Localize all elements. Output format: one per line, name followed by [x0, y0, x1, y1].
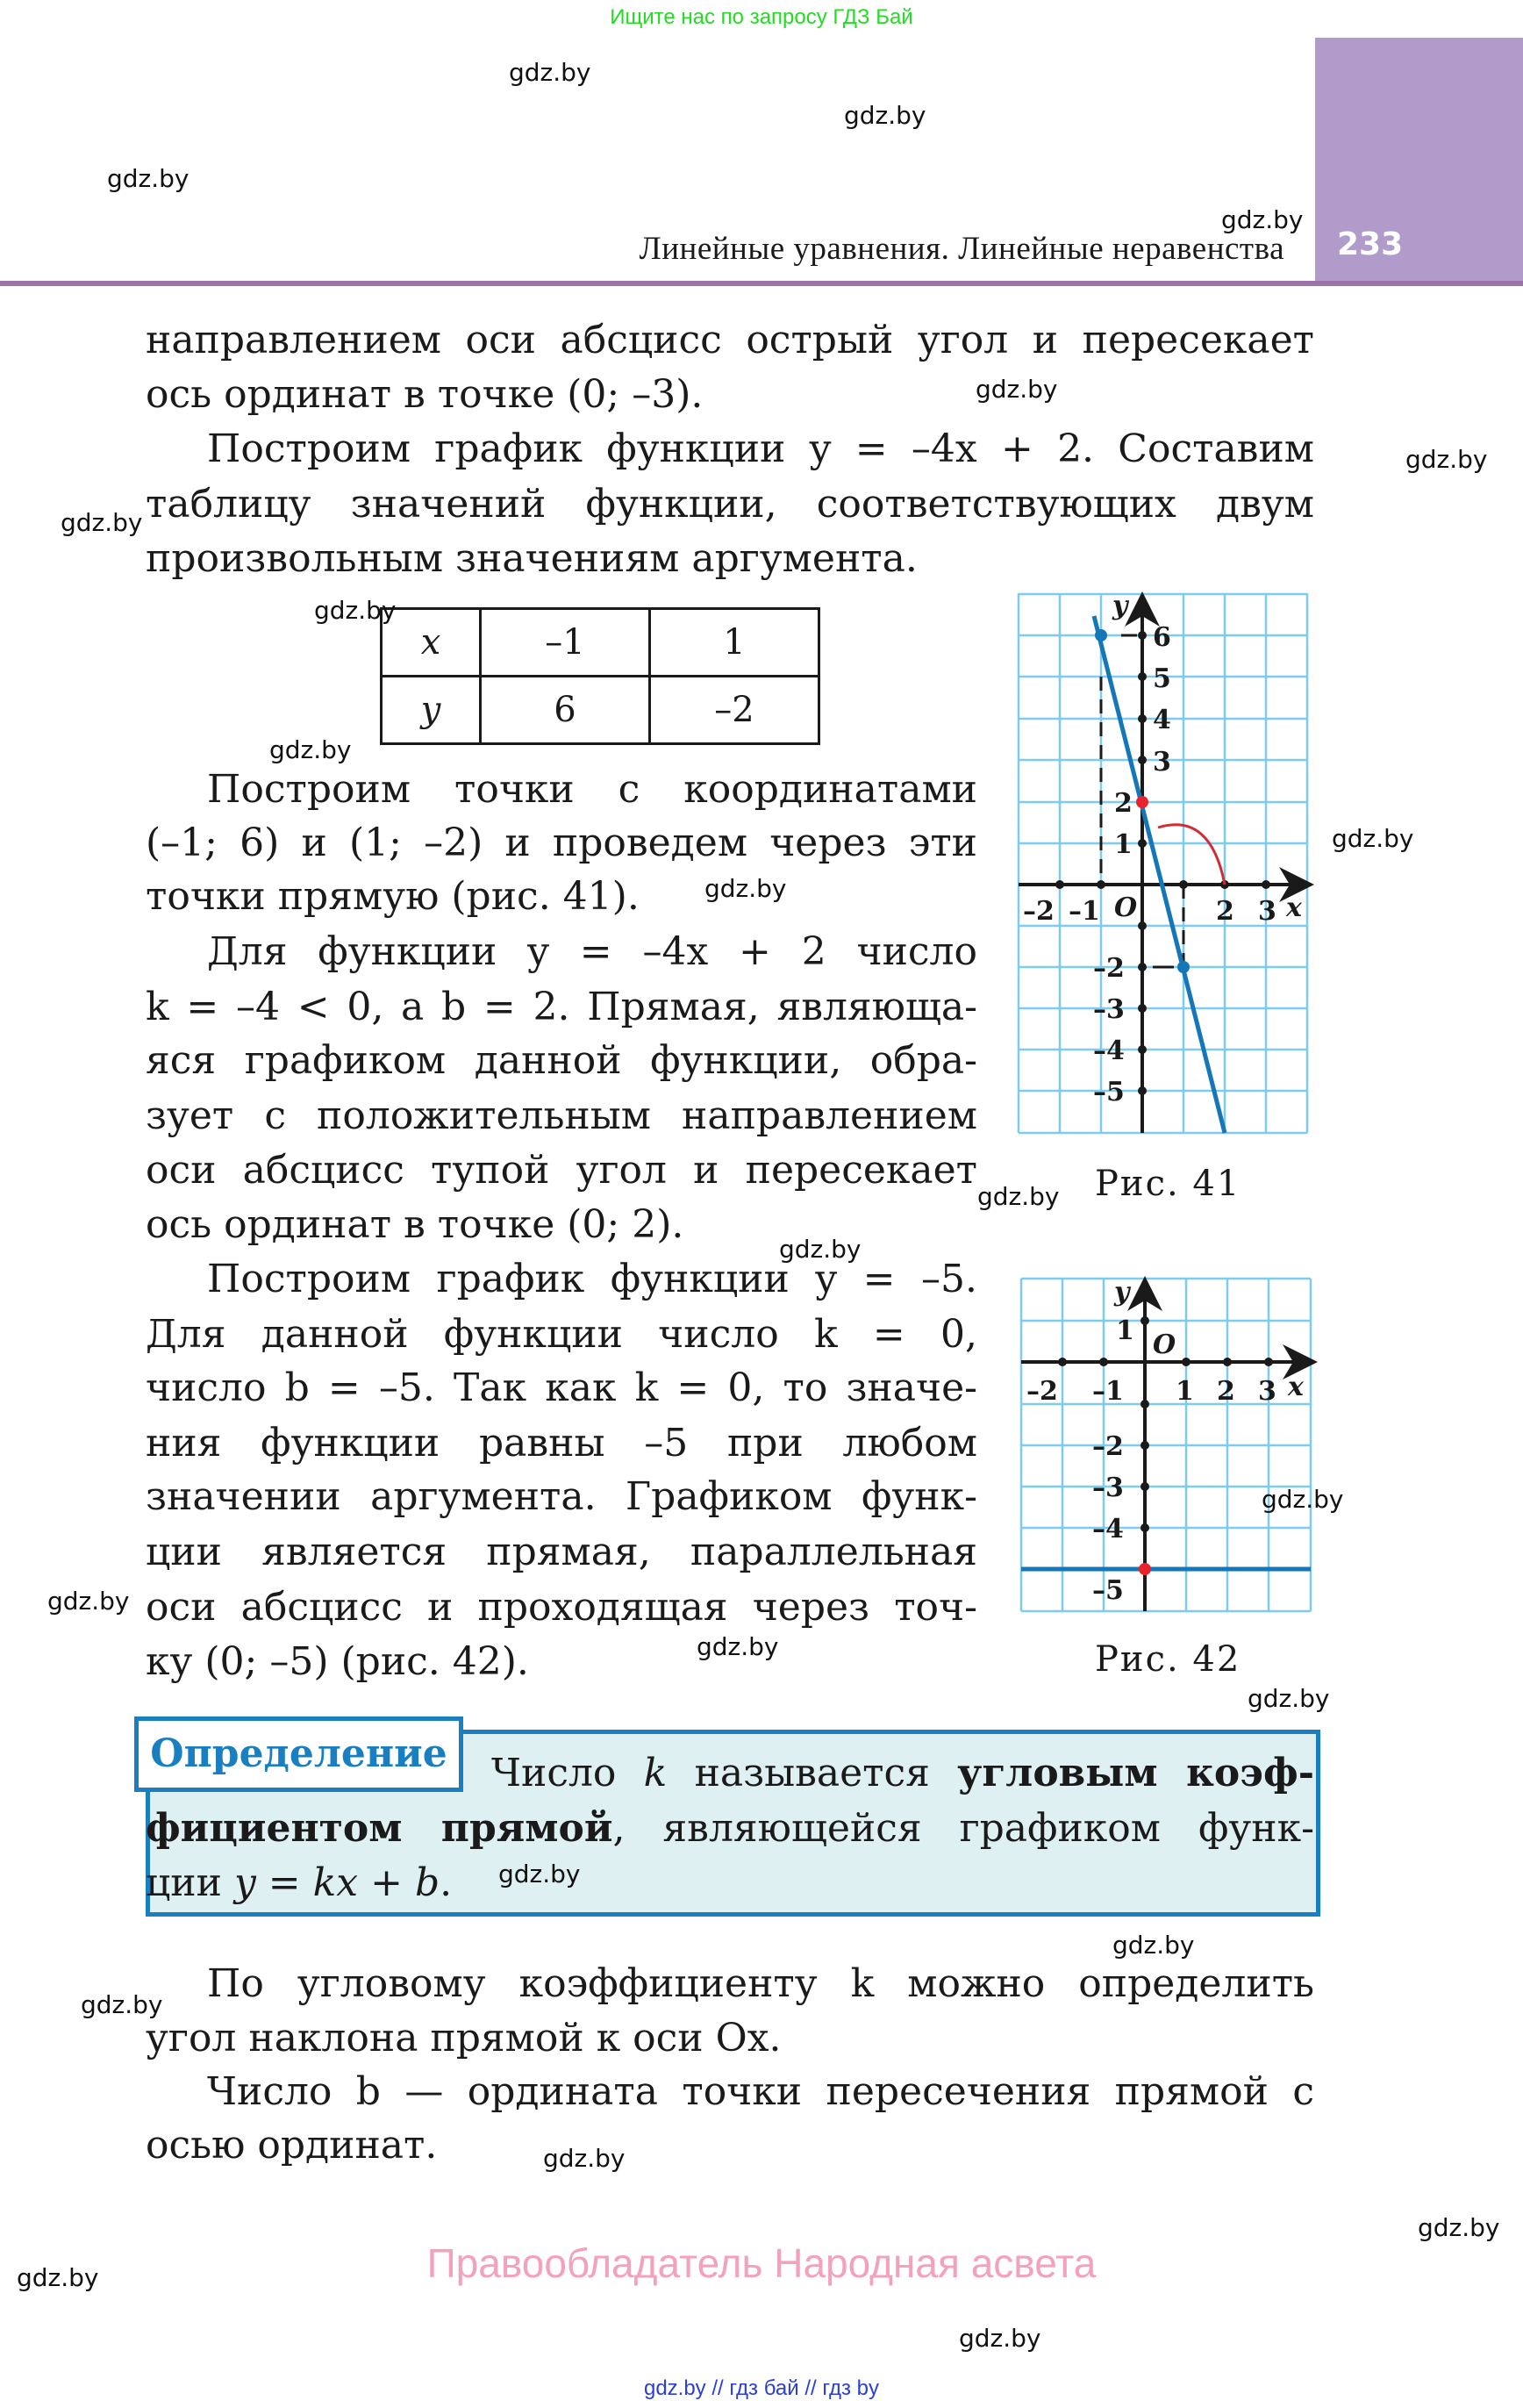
svg-text:–2: –2 [1093, 953, 1125, 984]
svg-text:–4: –4 [1093, 1036, 1125, 1066]
text-line: значении аргумента. Графиком функ- [146, 1474, 977, 1519]
text-line: точки прямую (рис. 41). [146, 874, 640, 919]
watermark: gdz.by [1112, 1931, 1195, 1960]
footer-links[interactable]: gdz.by // гдз бай // гдз by [643, 2376, 880, 2400]
text-line: яся графиком данной функции, обра- [146, 1038, 977, 1083]
svg-text:–5: –5 [1092, 1575, 1124, 1606]
table-header-x: x [382, 609, 481, 677]
watermark: gdz.by [17, 2263, 99, 2292]
text-line: k = –4 < 0, а b = 2. Прямая, являюща- [146, 985, 977, 1029]
text-line: оси абсцисс и проходящая через точ- [146, 1585, 977, 1630]
text-line: таблицу значений функции, соответствующих двум [146, 482, 1314, 527]
figure-42-graph [1009, 1264, 1325, 1623]
svg-text:6: 6 [1153, 622, 1171, 653]
table-cell: –2 [650, 677, 819, 744]
svg-text:2: 2 [1114, 788, 1133, 819]
svg-text:y: y [1114, 1277, 1130, 1308]
text-line: Построим график функции y = –5. [207, 1257, 977, 1301]
watermark: gdz.by [1418, 2213, 1500, 2242]
text-line: ось ординат в точке (0; 2). [146, 1202, 684, 1247]
svg-text:–3: –3 [1093, 994, 1125, 1025]
svg-text:2: 2 [1216, 896, 1234, 927]
svg-text:–2: –2 [1092, 1431, 1124, 1462]
watermark: gdz.by [498, 1860, 581, 1888]
svg-text:O: O [1114, 892, 1138, 923]
table-cell: 6 [481, 677, 650, 744]
watermark: gdz.by [107, 164, 189, 193]
svg-text:y: y [1112, 591, 1128, 621]
svg-text:1: 1 [1176, 1376, 1194, 1407]
watermark: gdz.by [976, 375, 1058, 404]
table-cell: –1 [481, 609, 650, 677]
svg-text:3: 3 [1258, 896, 1276, 927]
watermark: gdz.by [977, 1182, 1060, 1211]
text-line: осью ординат. [146, 2123, 438, 2168]
watermark: gdz.by [1248, 1684, 1330, 1713]
text-line: Построим график функции y = –4x + 2. Составим [207, 426, 1314, 471]
svg-text:–1: –1 [1069, 896, 1100, 927]
watermark: gdz.by [81, 1990, 163, 2019]
text-line: произвольным значениям аргумента. [146, 536, 918, 581]
text-line: число b = –5. Так как k = 0, то значе- [146, 1365, 977, 1410]
svg-text:3: 3 [1258, 1376, 1276, 1407]
text-line: угол наклона прямой к оси Ox. [146, 2016, 782, 2060]
text-line: Построим точки с координатами [207, 767, 977, 812]
table-cell: 1 [650, 609, 819, 677]
text-line: направлением оси абсцисс острый угол и пересекает [146, 318, 1314, 362]
svg-text:3: 3 [1153, 747, 1171, 778]
definition-line: ции y = kx + b. [146, 1860, 453, 1905]
page-number: 233 [1337, 226, 1404, 262]
watermark: gdz.by [47, 1587, 130, 1616]
svg-text:1: 1 [1116, 1315, 1134, 1346]
text-line: ния функции равны –5 при любом [146, 1421, 977, 1466]
text-line: Для функции y = –4x + 2 число [207, 929, 977, 974]
watermark: gdz.by [844, 101, 926, 130]
watermark: gdz.by [61, 508, 143, 537]
figure-42-caption: Рис. 42 [1095, 1639, 1241, 1680]
table-row-y [382, 677, 819, 744]
svg-text:O: O [1153, 1329, 1176, 1360]
svg-text:–3: –3 [1092, 1473, 1124, 1503]
search-hint: Ищите нас по запросу ГДЗ Бай [610, 5, 913, 29]
svg-text:–1: –1 [1092, 1376, 1124, 1407]
svg-text:1: 1 [1114, 829, 1133, 860]
svg-text:2: 2 [1217, 1376, 1235, 1407]
definition-line: Число k называется угловым коэф- [491, 1751, 1314, 1795]
text-line: ось ординат в точке (0; –3). [146, 372, 704, 417]
text-line: оси абсцисс тупой угол и пересекает [146, 1148, 977, 1193]
text-line: По угловому коэффициенту k можно определить [207, 1961, 1314, 2006]
text-line: ции является прямая, параллельная [146, 1530, 977, 1574]
watermark: gdz.by [314, 596, 397, 625]
figure-41-graph [1009, 579, 1325, 1150]
figure-41-caption: Рис. 41 [1095, 1164, 1241, 1204]
watermark: gdz.by [779, 1235, 862, 1264]
watermark: gdz.by [704, 874, 787, 903]
svg-text:x: x [1288, 1372, 1304, 1402]
svg-text:–2: –2 [1026, 1376, 1058, 1407]
svg-text:–5: –5 [1093, 1077, 1125, 1107]
running-title: Линейные уравнения. Линейные неравенства [639, 231, 1284, 267]
watermark: gdz.by [1405, 445, 1488, 474]
copyright-notice: Правообладатель Народная асвета [426, 2240, 1097, 2286]
text-line: Число b — ордината точки пересечения прямой с [207, 2069, 1314, 2114]
watermark: gdz.by [959, 2324, 1041, 2353]
text-line: (–1; 6) и (1; –2) и проведем через эти [146, 821, 977, 865]
values-table [380, 607, 820, 745]
svg-text:–4: –4 [1092, 1514, 1124, 1544]
text-line: ку (0; –5) (рис. 42). [146, 1639, 529, 1684]
watermark: gdz.by [1332, 824, 1414, 853]
watermark: gdz.by [269, 735, 352, 764]
svg-text:x: x [1286, 892, 1302, 923]
watermark: gdz.by [1221, 205, 1304, 234]
watermark: gdz.by [509, 58, 591, 87]
watermark: gdz.by [543, 2144, 626, 2173]
definition-label: Определение [134, 1716, 463, 1792]
table-row-x [382, 609, 819, 677]
definition-line: фициентом прямой, являющейся графиком функ- [146, 1806, 1314, 1851]
watermark: gdz.by [1262, 1485, 1344, 1514]
text-line: Для данной функции число k = 0, [146, 1312, 977, 1357]
table-header-y: y [382, 677, 481, 744]
header-rule [0, 281, 1523, 286]
text-line: зует с положительным направлением [146, 1093, 977, 1138]
watermark: gdz.by [697, 1632, 779, 1661]
svg-text:–2: –2 [1023, 896, 1055, 927]
svg-text:4: 4 [1153, 705, 1171, 735]
svg-text:5: 5 [1153, 663, 1171, 694]
